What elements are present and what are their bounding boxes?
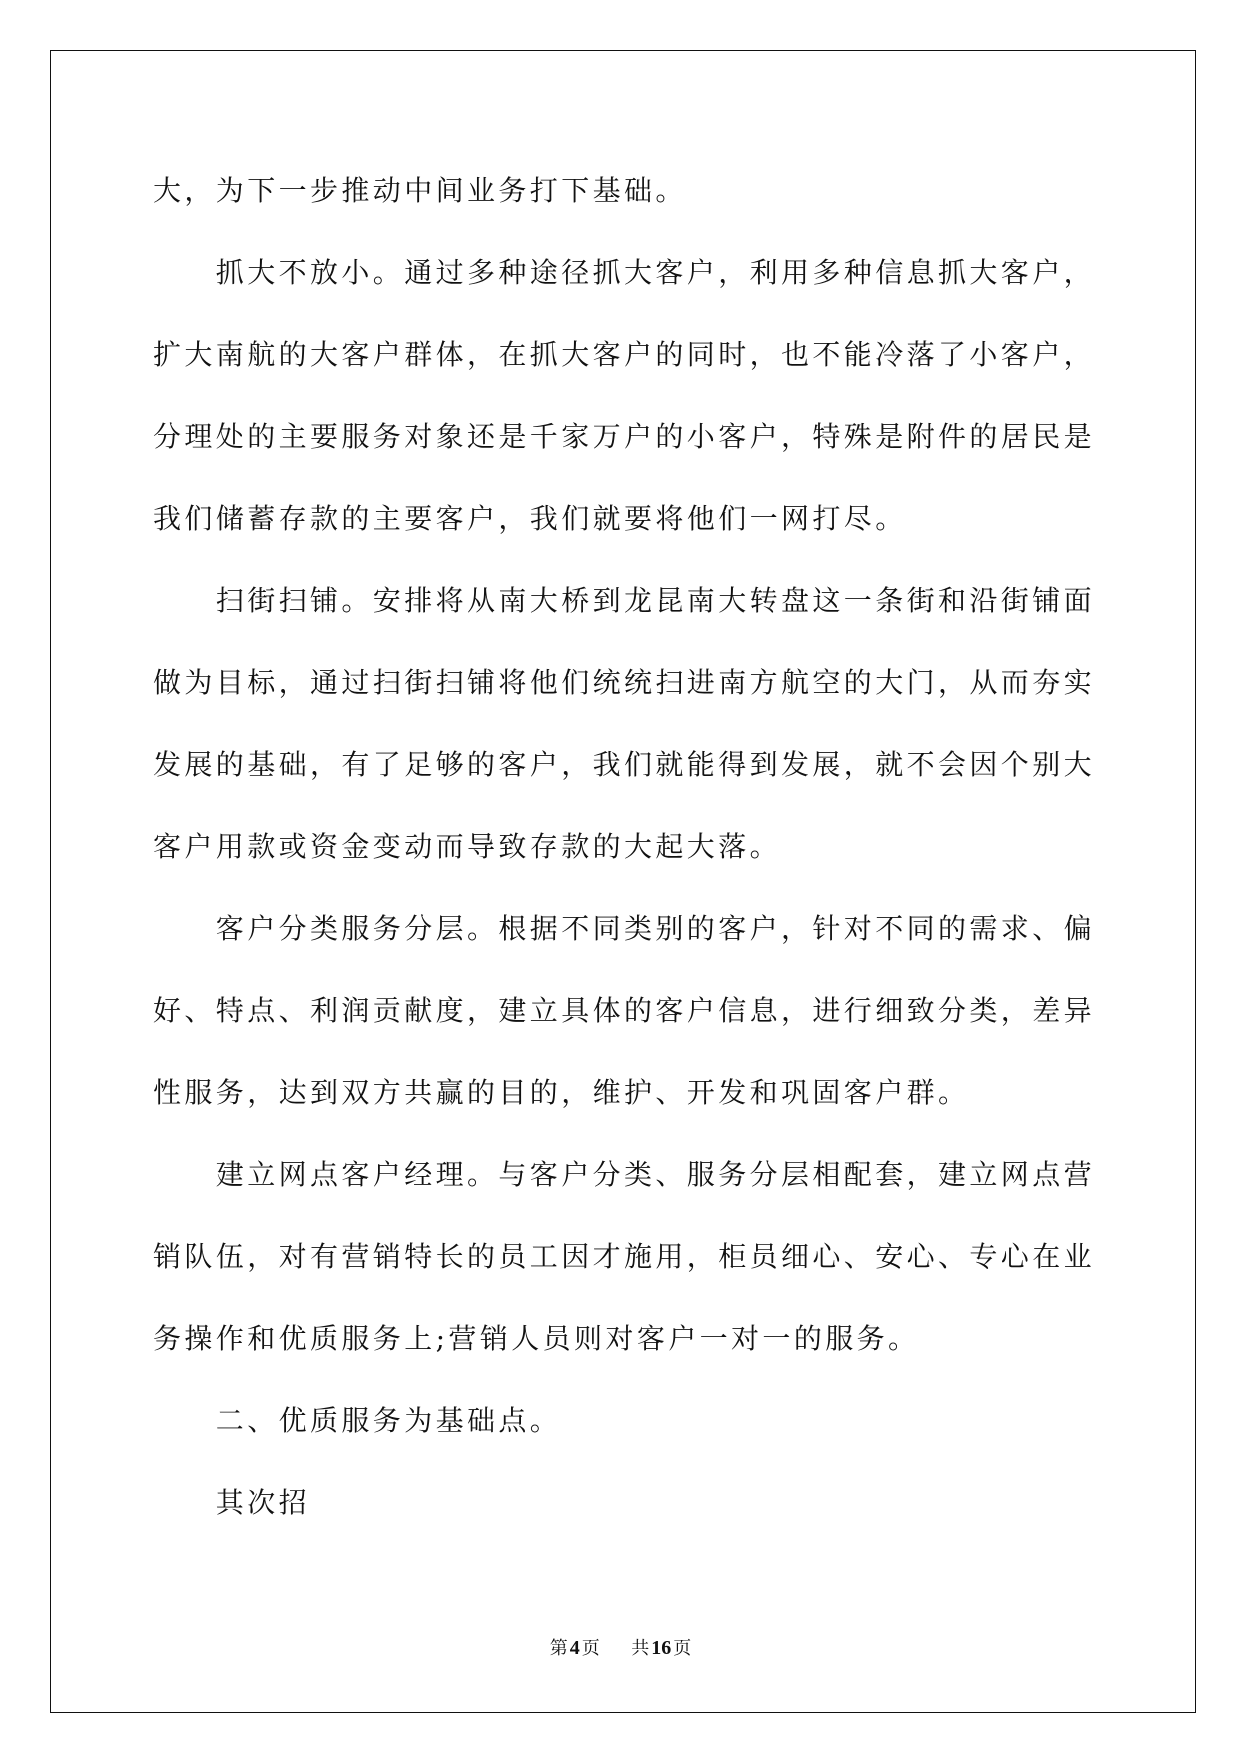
paragraph	[153, 232, 1153, 560]
body-text-line: 我们储蓄存款的主要客户，我们就要将他们一网打尽。	[153, 502, 907, 535]
body-text-line: 建立网点客户经理。与客户分类、服务分层相配套，建立网点营	[215, 1158, 1096, 1191]
body-text-line: 客户分类服务分层。根据不同类别的客户，针对不同的需求、偏	[215, 912, 1096, 945]
body-text-line: 务操作和优质服务上;营销人员则对客户一对一的服务。	[153, 1322, 920, 1355]
body-text	[153, 150, 1153, 1544]
body-text-line: 大，为下一步推动中间业务打下基础。	[153, 174, 687, 207]
body-text-line: 扩大南航的大客户群体，在抓大客户的同时，也不能冷落了小客户，	[153, 338, 1096, 371]
body-text-line: 扫街扫铺。安排将从南大桥到龙昆南大转盘这一条街和沿街铺面	[215, 584, 1096, 617]
page-prefix: 第	[549, 1638, 568, 1659]
page-number: 4	[569, 1637, 580, 1659]
section-heading	[153, 1380, 1153, 1462]
body-text-line: 性服务，达到双方共赢的目的，维护、开发和巩固客户群。	[153, 1076, 970, 1109]
paragraph	[153, 1134, 1153, 1380]
page-suffix: 页	[581, 1638, 600, 1659]
paragraph	[153, 560, 1153, 888]
page-footer	[0, 1634, 1241, 1663]
page-indicator	[550, 1638, 606, 1659]
body-text-line: 抓大不放小。通过多种途径抓大客户，利用多种信息抓大客户，	[215, 256, 1096, 289]
total-pages: 16	[651, 1637, 672, 1659]
paragraph	[153, 1462, 1153, 1544]
body-text-line: 好、特点、利润贡献度，建立具体的客户信息，进行细致分类，差异	[153, 994, 1096, 1027]
body-text-line: 二、优质服务为基础点。	[215, 1404, 562, 1437]
body-text-line: 发展的基础，有了足够的客户，我们就能得到发展，就不会因个别大	[153, 748, 1096, 781]
total-pages-indicator	[626, 1638, 692, 1659]
body-text-line: 销队伍，对有营销特长的员工因才施用，柜员细心、安心、专心在业	[153, 1240, 1096, 1273]
body-text-line: 做为目标，通过扫街扫铺将他们统统扫进南方航空的大门，从而夯实	[153, 666, 1096, 699]
body-text-line: 客户用款或资金变动而导致存款的大起大落。	[153, 830, 782, 863]
body-text-line: 分理处的主要服务对象还是千家万户的小客户，特殊是附件的居民是	[153, 420, 1096, 453]
body-text-line: 其次招	[215, 1486, 310, 1519]
paragraph	[153, 888, 1153, 1134]
continued-paragraph	[153, 150, 1153, 232]
total-suffix: 页	[673, 1638, 692, 1659]
total-prefix: 共	[631, 1638, 650, 1659]
